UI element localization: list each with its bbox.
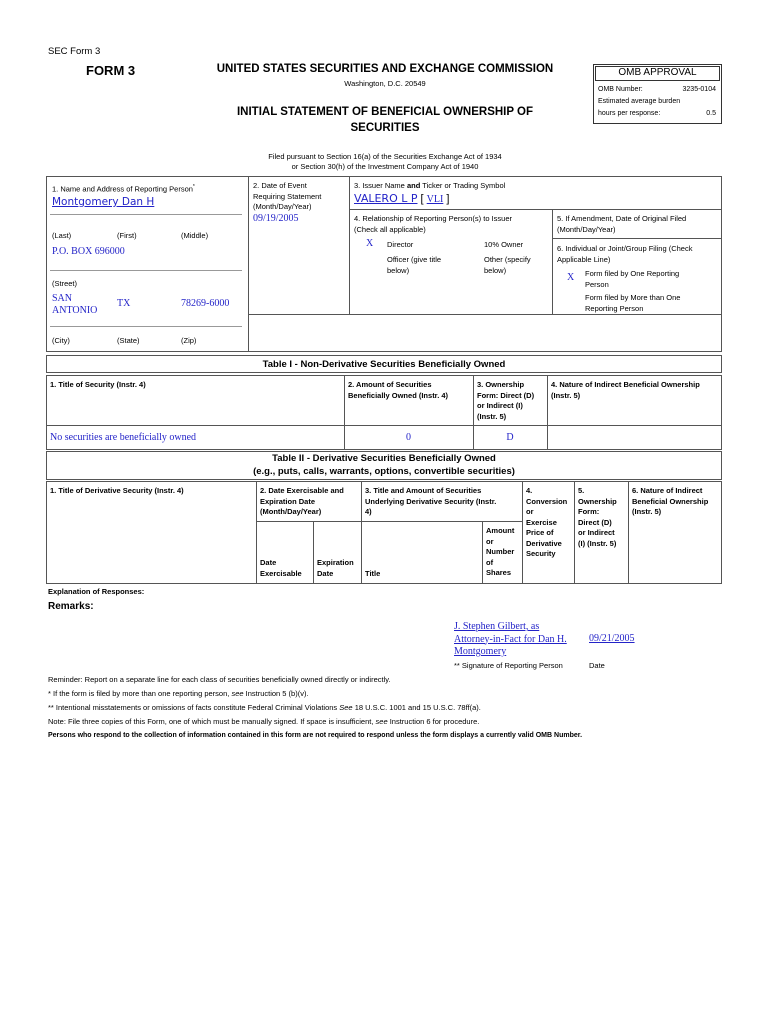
table1-col4-header: 4. Nature of Indirect Beneficial Ownership (Instr. 5) xyxy=(551,380,700,400)
table2-col2-header: 2. Date Exercisable and Expiration Date (Month/Day/Year) xyxy=(260,486,344,516)
issuer-name-ticker: VALERO L P [ VLI ] xyxy=(354,192,450,205)
divider xyxy=(349,176,350,314)
signature-label: ** Signature of Reporting Person xyxy=(454,661,563,670)
table2-col1-header: 1. Title of Derivative Security (Instr. 4) xyxy=(50,486,184,495)
table2-title: Table II - Derivative Securities Beneficially Owned xyxy=(272,453,496,464)
reporting-person-label: 1. Name and Address of Reporting Person* xyxy=(52,184,195,194)
table1-col3-header: 3. Ownership Form: Direct (D) or Indirect (I) (Instr. 5) xyxy=(477,380,535,421)
form-title-line2: SECURITIES xyxy=(350,122,420,134)
signature-name: J. Stephen Gilbert, as Attorney-in-Fact for Dan H. Montgomery xyxy=(454,621,567,657)
table2-title-header: Title xyxy=(365,569,381,578)
divider xyxy=(522,481,523,584)
sec-form-label: SEC Form 3 xyxy=(48,46,101,57)
omb-title: OMB APPROVAL xyxy=(618,67,697,78)
table2-col6-header: 6. Nature of Indirect Beneficial Ownership (Instr. 5) xyxy=(632,486,709,516)
city-label: (City) xyxy=(52,336,70,345)
city-value: SAN ANTONIO xyxy=(52,293,98,316)
city-line xyxy=(50,326,242,327)
form-title-line1: INITIAL STATEMENT OF BENEFICIAL OWNERSHIP OF xyxy=(236,106,534,118)
divider xyxy=(46,425,722,426)
amendment-label: 5. If Amendment, Date of Original Filed (Month/Day/Year) xyxy=(557,214,687,234)
omb-hours-label: hours per response: xyxy=(598,110,661,117)
commission-location: Washington, D.C. 20549 xyxy=(344,79,426,88)
first-label: (First) xyxy=(117,231,137,240)
table1-amount-cell: 0 xyxy=(406,432,411,443)
omb-number-value: 3235-0104 xyxy=(682,86,716,93)
filing-more-label: Form filed by More than One Reporting Person xyxy=(585,293,681,313)
table2-col5-header: 5. Ownership Form: Direct (D) or Indirect (I) (Instr. 5) xyxy=(578,486,617,548)
table2-expiration-header: Expiration Date xyxy=(317,558,354,578)
name-line xyxy=(50,214,242,215)
issuer-label: 3. Issuer Name and Ticker or Trading Symbol xyxy=(354,181,506,190)
filing-type-label: 6. Individual or Joint/Group Filing (Check Applicable Line) xyxy=(557,244,693,264)
filed-pursuant-line1: Filed pursuant to Section 16(a) of the Securities Exchange Act of 1934 xyxy=(268,152,502,161)
event-date-label: 2. Date of Event Requiring Statement (Month/Day/Year) xyxy=(253,181,322,211)
reporting-person-name: Montgomery Dan H xyxy=(52,196,155,208)
divider xyxy=(552,238,722,239)
divider xyxy=(552,209,553,314)
table2-col4-header: 4. Conversion or Exercise Price of Derivative Security xyxy=(526,486,568,558)
middle-label: (Middle) xyxy=(181,231,209,240)
divider xyxy=(361,481,362,584)
table2-amount-header: Amount or Number of Shares xyxy=(486,526,515,577)
table1-title: Table I - Non-Derivative Securities Beneficially Owned xyxy=(262,359,506,370)
omb-burden-label: Estimated average burden xyxy=(598,98,681,105)
date-label: Date xyxy=(589,661,605,670)
signature-date: 09/21/2005 xyxy=(589,633,635,644)
divider xyxy=(248,314,722,315)
divider xyxy=(256,481,257,584)
footnote-asterisk: * If the form is filed by more than one reporting person, see Instruction 5 (b)(v). xyxy=(48,689,309,698)
omb-hours-value: 0.5 xyxy=(706,110,716,117)
street-value: P.O. BOX 696000 xyxy=(52,246,125,257)
filing-one-label: Form filed by One Reporting Person xyxy=(585,269,680,289)
event-date-value: 09/19/2005 xyxy=(253,213,299,224)
table2-date-exercisable-header: Date Exercisable xyxy=(260,558,302,578)
table-row: No securities are beneficially owned xyxy=(50,432,197,443)
remarks-heading: Remarks: xyxy=(48,601,94,612)
divider xyxy=(248,176,249,352)
file-copies-note: Note: File three copies of this Form, one of which must be manually signed. If space is insufficient, see Instruction 6 for procedure. xyxy=(48,717,480,726)
explanation-heading: Explanation of Responses: xyxy=(48,587,145,596)
reminder-note: Reminder: Report on a separate line for each class of securities beneficially owned directly or indirectly. xyxy=(48,675,391,684)
divider xyxy=(482,521,483,584)
zip-value: 78269-6000 xyxy=(181,298,230,309)
state-value: TX xyxy=(117,298,131,309)
table2-subtitle: (e.g., puts, calls, warrants, options, convertible securities) xyxy=(253,466,515,477)
zip-label: (Zip) xyxy=(181,336,197,345)
form-name: FORM 3 xyxy=(86,63,136,78)
omb-persons-note: Persons who respond to the collection of information contained in this form are not required to respond unless the form displays a currently valid OMB Number. xyxy=(48,732,583,739)
street-label: (Street) xyxy=(52,279,78,288)
director-checkmark: X xyxy=(366,238,374,249)
table1-col1-header: 1. Title of Security (Instr. 4) xyxy=(50,380,146,389)
other-label: Other (specify below) xyxy=(484,255,531,275)
divider xyxy=(547,375,548,450)
divider xyxy=(628,481,629,584)
divider xyxy=(574,481,575,584)
state-label: (State) xyxy=(117,336,140,345)
filed-pursuant-line2: or Section 30(h) of the Investment Company Act of 1940 xyxy=(291,162,479,171)
street-line xyxy=(50,270,242,271)
director-label: Director xyxy=(387,240,414,249)
divider xyxy=(313,521,314,584)
table1-col2-header: 2. Amount of Securities Beneficially Owned (Instr. 4) xyxy=(348,380,449,400)
table1-form-cell: D xyxy=(506,432,514,443)
footnote-double-asterisk: ** Intentional misstatements or omissions of facts constitute Federal Criminal Violations See 18 U.S.C. 1001 and 15 U.S.C. 78ff(a). xyxy=(48,703,481,712)
divider xyxy=(349,209,722,210)
ten-percent-owner-label: 10% Owner xyxy=(484,240,524,249)
officer-label: Officer (give title below) xyxy=(387,255,442,275)
commission-title: UNITED STATES SECURITIES AND EXCHANGE COMMISSION xyxy=(216,63,554,75)
last-label: (Last) xyxy=(52,231,72,240)
table2-col3-header: 3. Title and Amount of Securities Underlying Derivative Security (Instr. 4) xyxy=(365,486,497,516)
omb-number-label: OMB Number: xyxy=(598,86,643,93)
relationship-label: 4. Relationship of Reporting Person(s) to Issuer (Check all applicable) xyxy=(354,214,512,234)
filing-one-checkmark: X xyxy=(567,272,575,283)
